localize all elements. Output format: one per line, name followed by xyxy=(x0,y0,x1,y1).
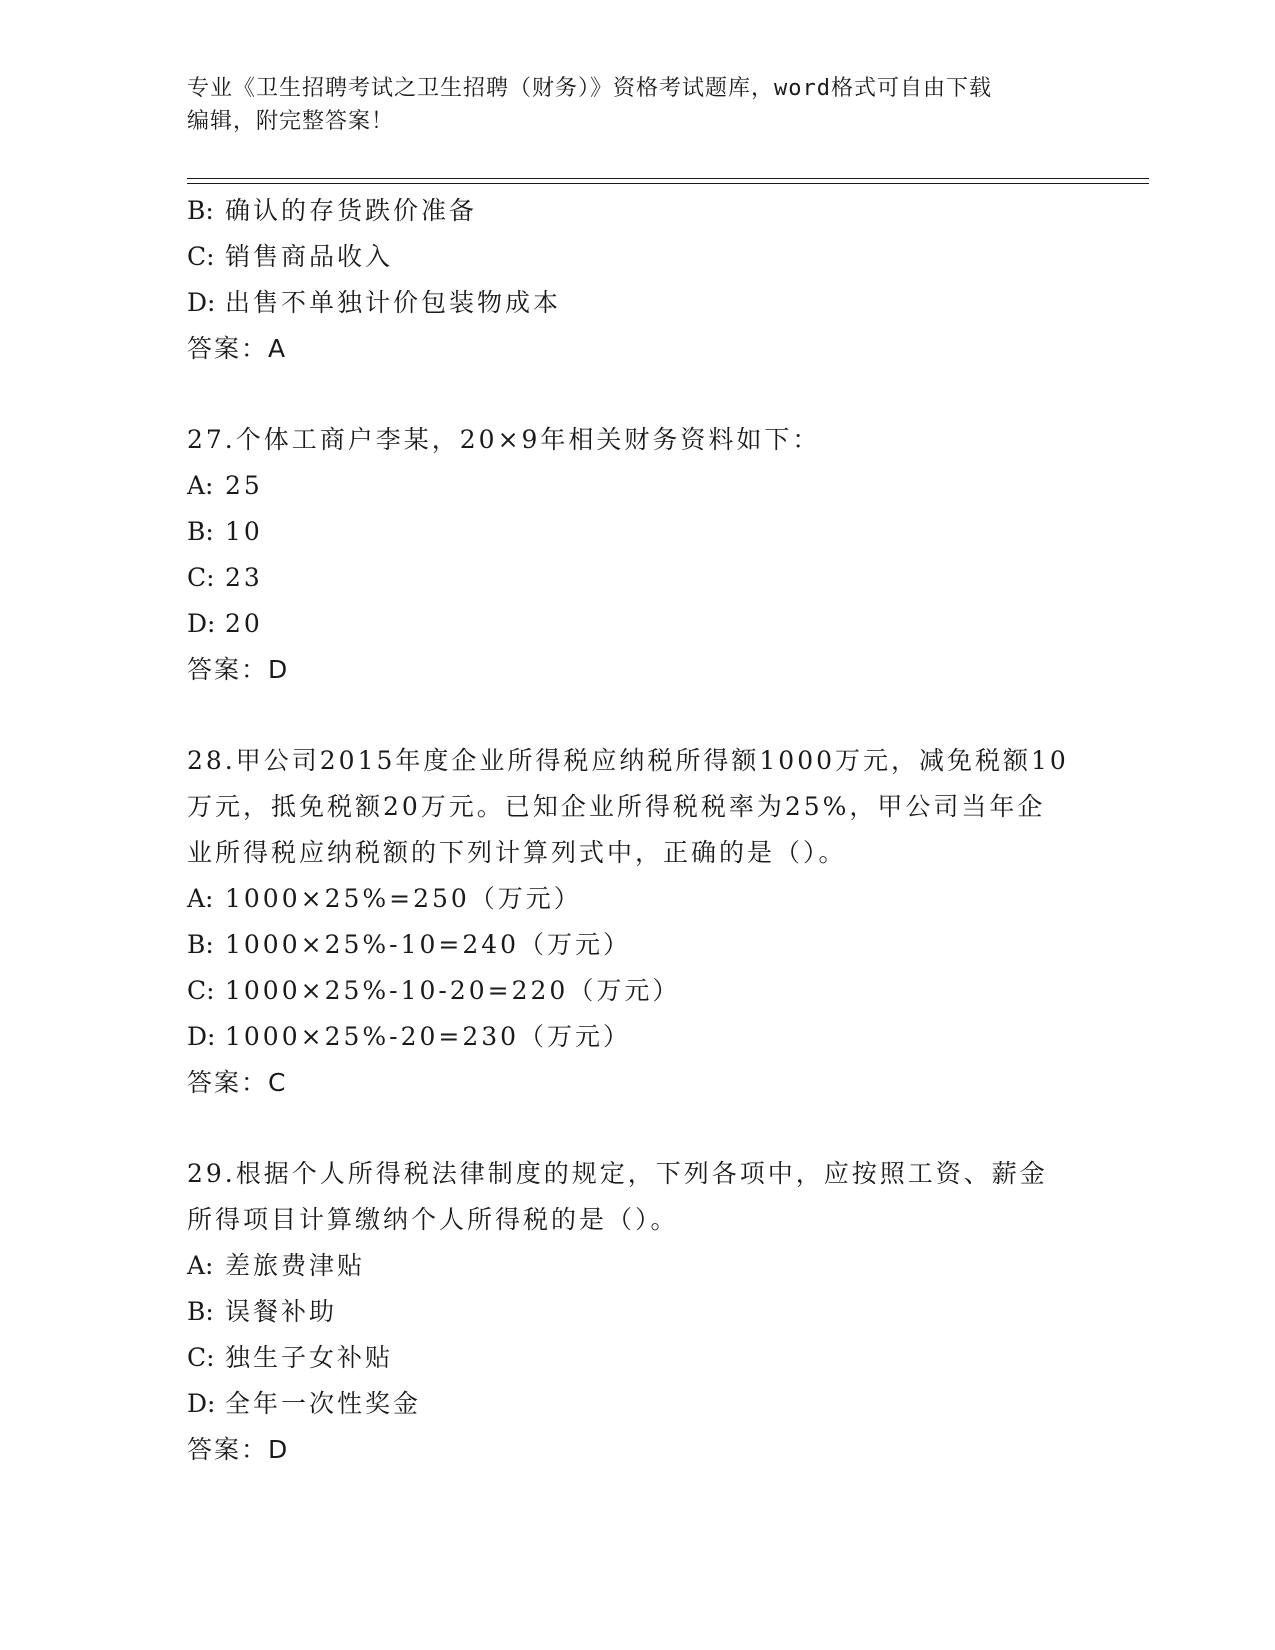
option-c xyxy=(187,968,1087,1014)
answer-line: 答案：C xyxy=(187,1068,288,1097)
header-line-1: 专业《卫生招聘考试之卫生招聘（财务）》资格考试题库，word格式可自由下载 xyxy=(187,76,992,101)
document-header xyxy=(187,72,1087,138)
option-text: 全年一次性奖金 xyxy=(225,1389,422,1418)
option-text: 25 xyxy=(225,471,263,500)
question-text-line-2: 所得项目计算缴纳个人所得税的是（）。 xyxy=(187,1205,679,1234)
option-letter: C: xyxy=(187,1343,215,1372)
option-text: 差旅费津贴 xyxy=(225,1251,366,1280)
option-c xyxy=(187,1335,1087,1381)
option-b xyxy=(187,1289,1087,1335)
option-a xyxy=(187,876,1087,922)
option-b xyxy=(187,509,1087,555)
option-letter: D: xyxy=(187,609,216,638)
option-letter: C: xyxy=(187,563,215,592)
question-26-tail xyxy=(187,188,1087,372)
option-text: 出售不单独计价包装物成本 xyxy=(225,288,562,317)
option-letter: D: xyxy=(187,1389,216,1418)
option-c xyxy=(187,555,1087,601)
option-d xyxy=(187,601,1087,647)
answer-line: 答案：A xyxy=(187,334,288,363)
option-d xyxy=(187,280,1087,326)
option-letter: D: xyxy=(187,288,216,317)
option-text: 1000×25%-20=230（万元） xyxy=(225,1022,632,1051)
option-text: 误餐补助 xyxy=(225,1297,338,1326)
question-text: 27.个体工商户李某，20×9年相关财务资料如下： xyxy=(187,425,821,454)
option-text: 确认的存货跌价准备 xyxy=(225,196,478,225)
option-letter: B: xyxy=(187,196,214,225)
option-letter: C: xyxy=(187,242,215,271)
question-27 xyxy=(187,417,1087,693)
option-d xyxy=(187,1014,1087,1060)
option-letter: B: xyxy=(187,1297,214,1326)
option-b xyxy=(187,922,1087,968)
option-letter: B: xyxy=(187,930,214,959)
option-letter: A: xyxy=(187,471,214,500)
option-letter: D: xyxy=(187,1022,216,1051)
header-rule-top xyxy=(187,178,1149,179)
option-d xyxy=(187,1381,1087,1427)
question-list xyxy=(187,188,1087,1473)
question-text-line-3: 业所得税应纳税额的下列计算列式中，正确的是（）。 xyxy=(187,838,847,867)
option-letter: A: xyxy=(187,1251,214,1280)
option-text: 10 xyxy=(225,517,263,546)
option-text: 1000×25%-10=240（万元） xyxy=(225,930,632,959)
question-text-line-2: 万元，抵免税额20万元。已知企业所得税税率为25%，甲公司当年企 xyxy=(187,792,1046,821)
option-text: 23 xyxy=(225,563,263,592)
question-28 xyxy=(187,738,1087,1106)
question-text-line-1: 28.甲公司2015年度企业所得税应纳税所得额1000万元，减免税额10 xyxy=(187,746,1069,775)
option-a xyxy=(187,1243,1087,1289)
answer-line: 答案：D xyxy=(187,1435,290,1464)
question-text-line-1: 29.根据个人所得税法律制度的规定，下列各项中，应按照工资、薪金 xyxy=(187,1159,1048,1188)
option-letter: A: xyxy=(187,884,214,913)
option-b xyxy=(187,188,1087,234)
option-a xyxy=(187,463,1087,509)
option-text: 销售商品收入 xyxy=(225,242,394,271)
option-c xyxy=(187,234,1087,280)
header-line-2: 编辑，附完整答案！ xyxy=(187,109,395,134)
header-rule-bottom xyxy=(187,183,1149,184)
answer-line: 答案：D xyxy=(187,655,290,684)
option-text: 独生子女补贴 xyxy=(225,1343,394,1372)
option-text: 1000×25%=250（万元） xyxy=(225,884,582,913)
option-text: 20 xyxy=(225,609,263,638)
option-letter: C: xyxy=(187,976,215,1005)
question-29 xyxy=(187,1151,1087,1473)
option-letter: B: xyxy=(187,517,214,546)
option-text: 1000×25%-10-20=220（万元） xyxy=(225,976,681,1005)
